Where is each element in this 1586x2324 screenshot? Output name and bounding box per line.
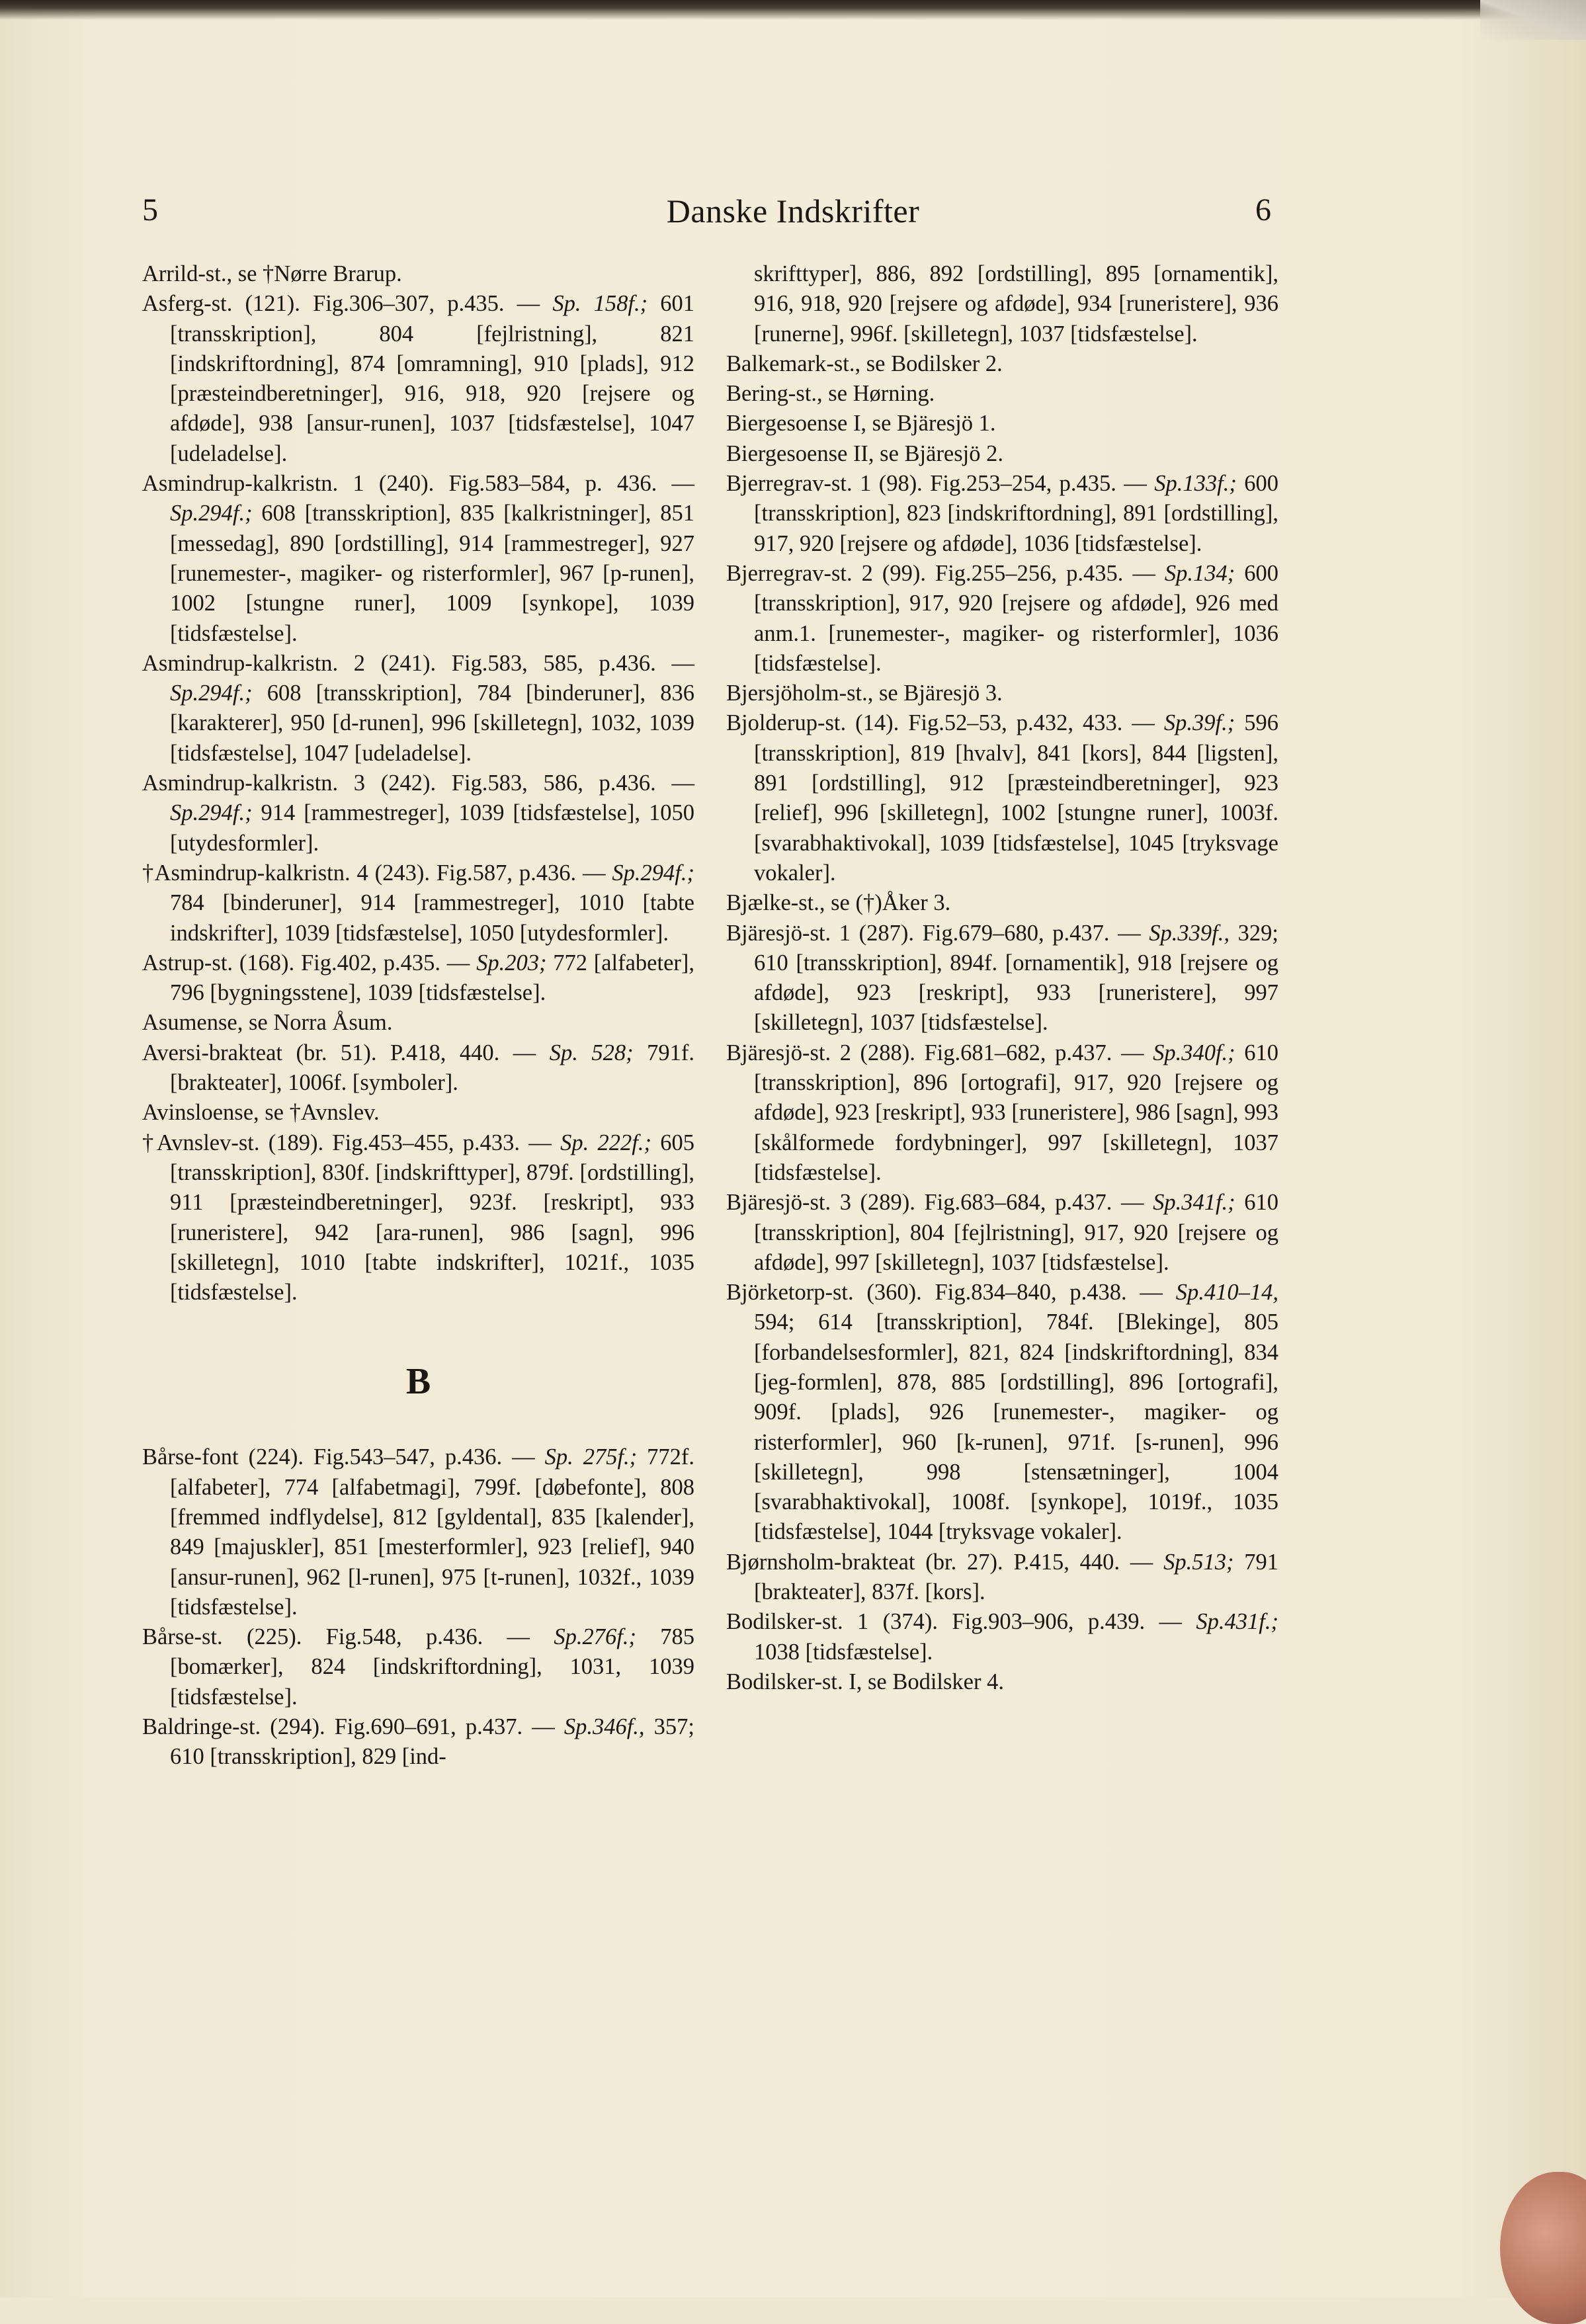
entry-text: Asferg-st. (121). Fig.306–307, p.435. — xyxy=(142,291,553,317)
index-entry xyxy=(142,649,694,768)
entry-references: 600 [transskription], 823 [indskriftordning], 891 [ordstilling], 917, 920 [rejsere og afdøde], 1036 [tidsfæstelse]. xyxy=(754,471,1278,556)
index-entry xyxy=(142,469,694,649)
entry-references: 357; 610 [transskription], 829 [ind- xyxy=(170,1714,695,1770)
entry-text: Asmindrup-kalkristn. 2 (241). Fig.583, 585, p.436. — xyxy=(142,650,694,676)
entry-text: †Asmindrup-kalkristn. 4 (243). Fig.587, p.436. — xyxy=(142,860,612,886)
index-entry xyxy=(726,469,1278,559)
entry-text: Aversi-brakteat (br. 51). P.418, 440. — xyxy=(142,1040,550,1065)
index-column-left xyxy=(142,259,694,1772)
entry-text: Bjælke-st., se (†)Åker 3. xyxy=(726,890,951,916)
index-entry xyxy=(142,289,694,469)
index-entry xyxy=(142,259,694,289)
entry-references: 596 [transskription], 819 [hvalv], 841 [kors], 844 [ligsten], 891 [ordstilling], 912 [præsteindberetninger], 923 [relief], 996 [skilletegn], 1002 [stungne runer], 1003f. [svarabhaktivokal], 1039 [tidsfæstelse], 1045 [tryksvage vokaler]. xyxy=(754,710,1279,886)
entry-page-ref: Sp.339f., xyxy=(1149,920,1230,946)
entry-references: 608 [transskription], 784 [binderuner], 836 [karakterer], 950 [d-runen], 996 [skilletegn], 1032, 1039 [tidsfæstelse], 1047 [udeladelse]. xyxy=(170,681,694,766)
entry-page-ref: Sp.340f.; xyxy=(1153,1040,1235,1065)
thumb-shadow xyxy=(1500,2172,1586,2324)
entry-references: 772f. [alfabeter], 774 [alfabetmagi], 799f. [døbefonte], 808 [fremmed indflydelse], 812 [gyldental], 835 [kalender], 849 [majuskler], 851 [mesterformler], 923 [relief], 940 [ansur-runen], 962 [l-runen], 975 [t-runen], 1032f., 1039 [tidsfæstelse]. xyxy=(170,1444,694,1620)
entry-page-ref: Sp.294f.; xyxy=(170,681,253,706)
index-entry xyxy=(726,379,1278,409)
entry-text: Bjerregrav-st. 1 (98). Fig.253–254, p.435. — xyxy=(726,471,1155,497)
entry-references: 601 [transskription], 804 [fejlristning], 821 [indskriftordning], 874 [omramning], 910 [plads], 912 [præsteindberetninger], 916, 918, 920 [rejsere og afdøde], 938 [ansur-runen], 1037 [tidsfæstelse], 1047 [udeladelse]. xyxy=(170,291,695,466)
entry-references: 1038 [tidsfæstelse]. xyxy=(754,1639,933,1665)
index-entry xyxy=(726,888,1278,918)
entry-text: Biergesoense II, se Bjäresjö 2. xyxy=(726,440,1004,466)
entry-text: Arrild-st., se †Nørre Brarup. xyxy=(142,261,402,286)
entry-page-ref: Sp.294f.; xyxy=(170,800,253,826)
entry-references: 914 [rammestreger], 1039 [tidsfæstelse], 1050 [utydesformler]. xyxy=(170,800,694,856)
entry-references: 610 [transskription], 896 [ortografi], 917, 920 [rejsere og afdøde], 923 [reskript], 933 [runeristere], 986 [sagn], 993 [skålformede fordybninger], 997 [skilletegn], 1037 [tidsfæstelse]. xyxy=(754,1040,1278,1185)
entry-page-ref: Sp.346f., xyxy=(563,1714,645,1740)
entry-references: 594; 614 [transskription], 784f. [Blekinge], 805 [forbandelsesformler], 821, 824 [indskriftordning], 834 [jeg-formlen], 878, 885 [ordstilling], 896 [ortografi], 909f. [plads], 926 [runemester-, magiker- og risterformler], 960 [k-runen], 971f. [s-runen], 996 [skilletegn], 998 [stensætninger], 1004 [svarabhaktivokal], 1008f. [synkope], 1019f., 1035 [tidsfæstelse], 1044 [tryksvage vokaler]. xyxy=(754,1309,1278,1545)
entry-page-ref: Sp. 222f.; xyxy=(560,1130,651,1155)
entry-text: Bjørnsholm-brakteat (br. 27). P.415, 440. — xyxy=(726,1549,1164,1575)
entry-text: Astrup-st. (168). Fig.402, p.435. — xyxy=(142,950,477,975)
entry-references: 610 [transskription], 804 [fejlristning], 917, 920 [rejsere og afdøde], 997 [skilletegn], 1037 [tidsfæstelse]. xyxy=(754,1190,1278,1275)
index-entry xyxy=(726,1548,1278,1608)
entry-text: Biergesoense I, se Bjäresjö 1. xyxy=(726,411,996,436)
index-entry xyxy=(726,679,1278,708)
entry-text: Bjäresjö-st. 2 (288). Fig.681–682, p.437. — xyxy=(726,1040,1153,1065)
entry-page-ref: Sp.133f.; xyxy=(1154,471,1237,497)
entry-text: †Avnslev-st. (189). Fig.453–455, p.433. — xyxy=(142,1130,561,1155)
index-entry xyxy=(726,1667,1278,1697)
running-head xyxy=(0,192,1586,238)
index-entry xyxy=(142,1098,694,1128)
entries-letter-a xyxy=(142,259,694,1307)
entry-text: Asmindrup-kalkristn. 1 (240). Fig.583–584, p. 436. — xyxy=(142,471,694,497)
index-entry xyxy=(142,1622,694,1712)
entry-references: 791f. [brakteater], 1006f. [symboler]. xyxy=(170,1040,694,1096)
entry-text: Balkemark-st., se Bodilsker 2. xyxy=(726,351,1003,376)
entry-references: 772 [alfabeter], 796 [bygningsstene], 1039 [tidsfæstelse]. xyxy=(170,950,694,1006)
entries-right xyxy=(726,259,1278,1697)
entry-page-ref: Sp.39f.; xyxy=(1163,710,1235,736)
index-entry xyxy=(142,1128,694,1308)
index-entry xyxy=(726,409,1278,438)
index-entry xyxy=(726,559,1278,679)
entry-text: Bjerregrav-st. 2 (99). Fig.255–256, p.435. — xyxy=(726,560,1165,586)
entry-text: Bodilsker-st. 1 (374). Fig.903–906, p.439. — xyxy=(726,1609,1196,1635)
entry-page-ref: Sp.431f.; xyxy=(1196,1609,1278,1635)
index-entry xyxy=(142,948,694,1009)
section-letter-heading: B xyxy=(405,1361,431,1403)
page-corner-shadow xyxy=(1480,0,1586,40)
index-entry xyxy=(726,1278,1278,1548)
index-entry xyxy=(726,708,1278,888)
index-entry xyxy=(142,1038,694,1099)
entry-page-ref: Sp.513; xyxy=(1163,1549,1234,1575)
entry-page-ref: Sp.341f.; xyxy=(1153,1190,1235,1216)
index-entry xyxy=(142,858,694,948)
index-entry xyxy=(142,1442,694,1622)
entry-references: 784 [binderuner], 914 [rammestreger], 1010 [tabte indskrifter], 1039 [tidsfæstelse], 1050 [utydesformler]. xyxy=(170,890,694,946)
index-entry xyxy=(726,439,1278,469)
entry-references: 608 [transskription], 835 [kalkristninger], 851 [messedag], 890 [ordstilling], 914 [rammestreger], 927 [runemester-, magiker- og risterformler], 967 [p-runen], 1002 [stungne runer], 1009 [synkope], 1039 [tidsfæstelse]. xyxy=(170,501,694,646)
index-entry xyxy=(726,1038,1278,1188)
entry-page-ref: Sp.410–14, xyxy=(1175,1280,1278,1306)
index-entry xyxy=(726,1188,1278,1278)
entry-text: Asmindrup-kalkristn. 3 (242). Fig.583, 586, p.436. — xyxy=(142,770,694,796)
entry-text: Bårse-st. (225). Fig.548, p.436. — xyxy=(142,1624,554,1650)
index-entry xyxy=(142,1712,694,1772)
index-entry xyxy=(726,1607,1278,1667)
index-column-right xyxy=(726,259,1278,1697)
entry-text: skrifttyper], 886, 892 [ordstilling], 895 [ornamentik], 916, 918, 920 [rejsere og afdøde], 934 [runeristere], 936 [runerne], 996f. [skilletegn], 1037 [tidsfæstelse]. xyxy=(754,261,1278,347)
entry-text: Bodilsker-st. I, se Bodilsker 4. xyxy=(726,1669,1004,1694)
entry-text: Bjäresjö-st. 1 (287). Fig.679–680, p.437. — xyxy=(726,920,1149,946)
scan-top-edge xyxy=(0,0,1586,20)
entries-letter-b xyxy=(142,1442,694,1772)
entry-text: Bjersjöholm-st., se Bjäresjö 3. xyxy=(726,681,1003,706)
entry-references: 600 [transskription], 917, 920 [rejsere og afdøde], 926 med anm.1. [runemester-, magiker- og risterformler], 1036 [tidsfæstelse]. xyxy=(754,560,1278,676)
entry-text: Bjolderup-st. (14). Fig.52–53, p.432, 433. — xyxy=(726,710,1164,736)
entry-text: Bårse-font (224). Fig.543–547, p.436. — xyxy=(142,1444,545,1470)
entry-text: Baldringe-st. (294). Fig.690–691, p.437. — xyxy=(142,1714,564,1740)
entry-text: Asumense, se Norra Åsum. xyxy=(142,1010,393,1036)
index-entry xyxy=(142,1008,694,1038)
index-entry xyxy=(142,768,694,858)
entry-page-ref: Sp.276f.; xyxy=(554,1624,636,1650)
entry-references: 605 [transskription], 830f. [indskrifttyper], 879f. [ordstilling], 911 [præsteindberetninger], 923f. [reskript], 933 [runeristere], 942 [ara-runen], 986 [sagn], 996 [skilletegn], 1010 [tabte indskrifter], 1021f., 1035 [tidsfæstelse]. xyxy=(170,1130,694,1306)
entry-page-ref: Sp. 528; xyxy=(549,1040,634,1065)
index-entry xyxy=(726,259,1278,349)
entry-page-ref: Sp. 275f.; xyxy=(544,1444,638,1470)
entry-references: 791 [brakteater], 837f. [kors]. xyxy=(754,1549,1278,1605)
entry-page-ref: Sp. 158f.; xyxy=(552,291,648,317)
index-entry xyxy=(726,919,1278,1038)
page-number-right: 6 xyxy=(1255,192,1271,228)
entry-text: Björketorp-st. (360). Fig.834–840, p.438. — xyxy=(726,1280,1176,1306)
entry-page-ref: Sp.134; xyxy=(1164,560,1235,586)
entry-page-ref: Sp.294f.; xyxy=(612,860,694,886)
entry-text: Bering-st., se Hørning. xyxy=(726,381,935,407)
entry-page-ref: Sp.294f.; xyxy=(170,501,253,526)
page-number-left: 5 xyxy=(142,192,158,228)
entry-text: Bjäresjö-st. 3 (289). Fig.683–684, p.437. — xyxy=(726,1190,1153,1216)
entry-page-ref: Sp.203; xyxy=(476,950,547,975)
entry-references: 785 [bomærker], 824 [indskriftordning], 1031, 1039 [tidsfæstelse]. xyxy=(170,1624,694,1710)
running-title: Danske Indskrifter xyxy=(666,192,920,229)
index-entry xyxy=(726,349,1278,379)
entry-references: 329; 610 [transskription], 894f. [ornamentik], 918 [rejsere og afdøde], 923 [reskript], 933 [runeristere], 997 [skilletegn], 1037 [tidsfæstelse]. xyxy=(754,920,1278,1036)
entry-text: Avinsloense, se †Avnslev. xyxy=(142,1100,380,1126)
